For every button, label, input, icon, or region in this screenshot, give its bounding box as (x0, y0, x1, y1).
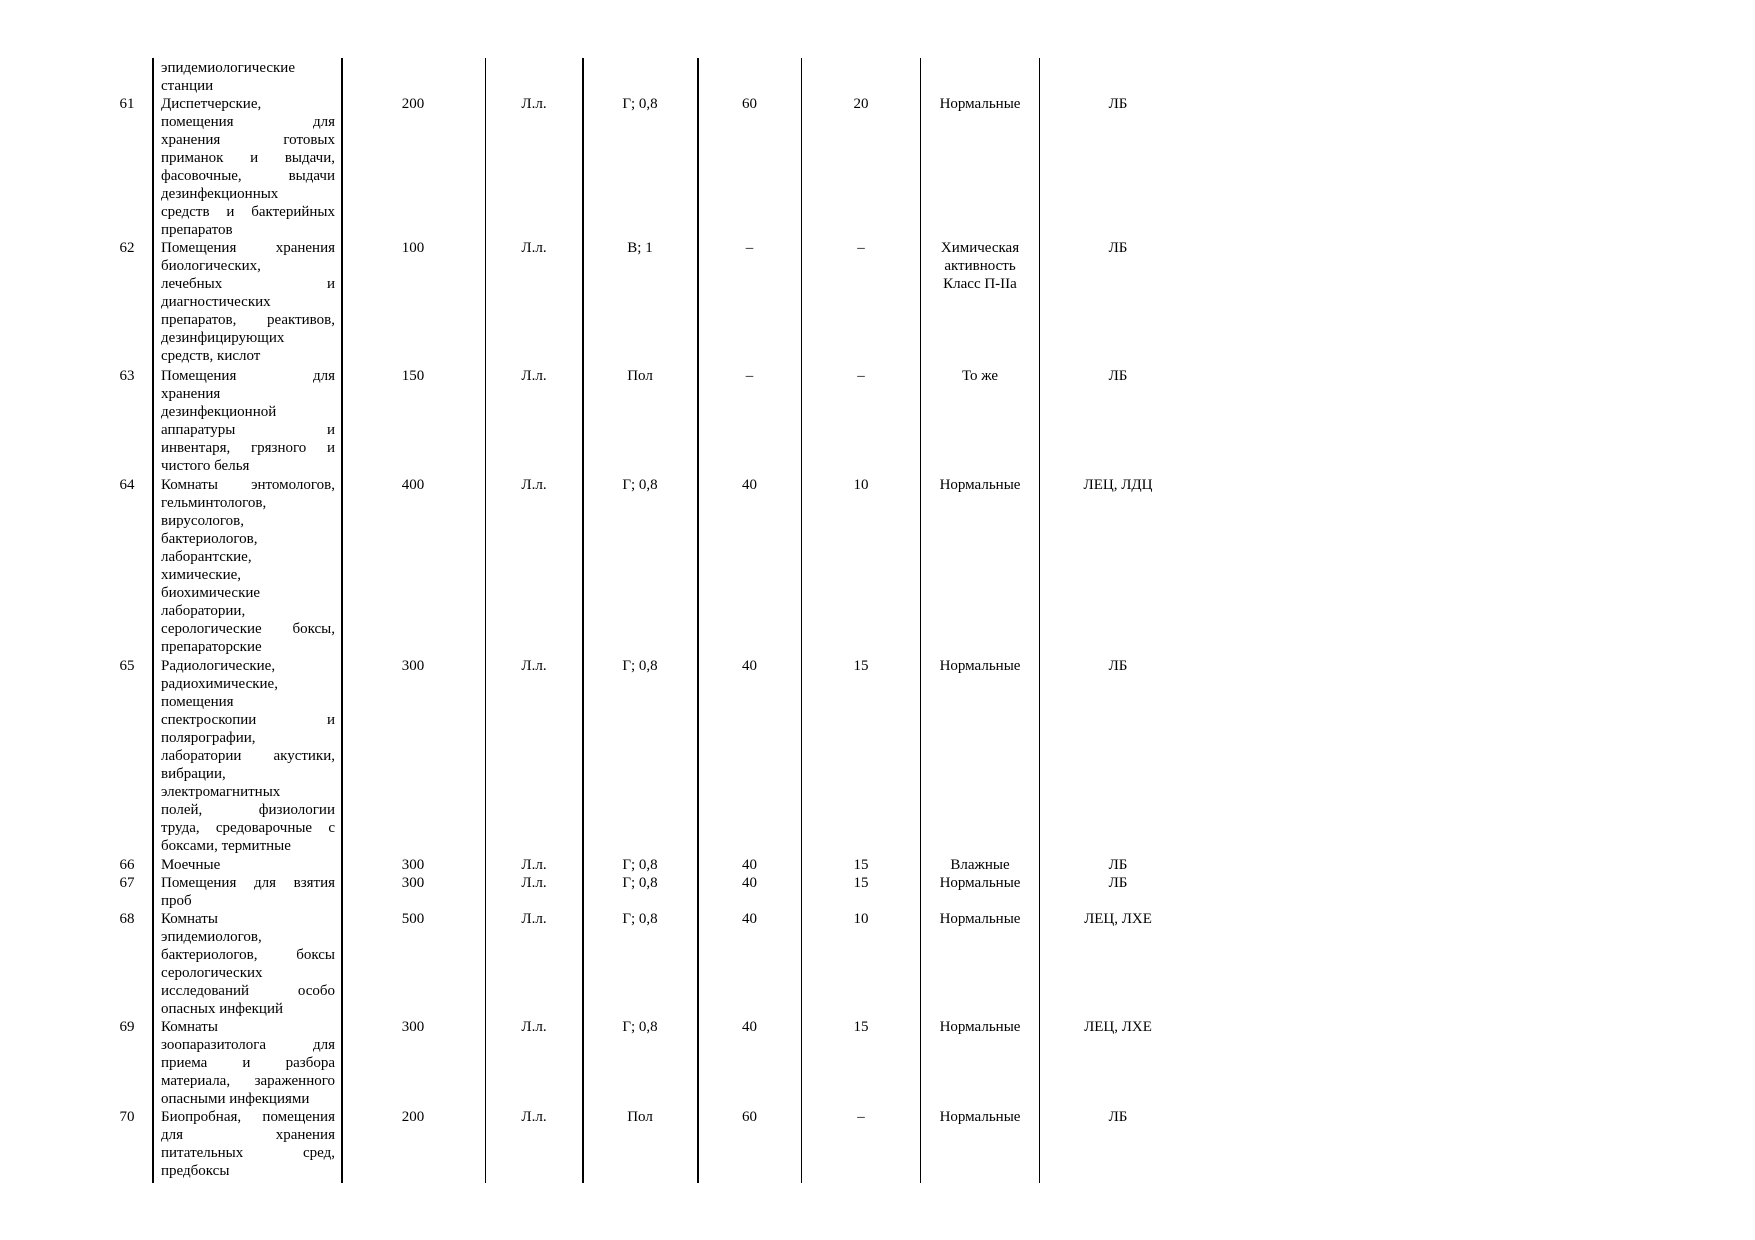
description-line: Моечные (161, 857, 221, 873)
pulsation-coefficient: 10 (853, 911, 869, 927)
environment-conditions (923, 657, 1037, 675)
environment-conditions (923, 95, 1037, 113)
description-line: труда, средоварочные с (161, 820, 335, 836)
conditions-line: Химическая (940, 240, 1020, 256)
description-line: Биопробная, помещения (161, 1109, 335, 1125)
glare-index: 60 (742, 96, 757, 112)
room-description (161, 910, 335, 1018)
carryover-text (161, 59, 335, 95)
description-line: приманок и выдачи, (161, 150, 335, 166)
room-description (161, 476, 335, 656)
lamp-type: Л.л. (521, 96, 547, 112)
description-line: препаратов (161, 222, 233, 238)
row-number: 63 (119, 368, 135, 384)
room-description (161, 874, 335, 910)
work-plane: Г; 0,8 (622, 1019, 658, 1035)
column-divider (801, 58, 802, 1183)
description-line: Комнаты энтомологов, (161, 477, 335, 493)
illuminance-value: 300 (401, 857, 425, 873)
description-line: диагностических (161, 294, 271, 310)
description-line: Диспетчерские, (161, 96, 262, 112)
illuminance-value: 500 (401, 911, 425, 927)
column-divider (582, 58, 584, 1183)
description-line: проб (161, 893, 192, 909)
lamp-type: Л.л. (521, 911, 547, 927)
pulsation-coefficient: – (857, 240, 865, 256)
room-description (161, 657, 335, 855)
lamp-type: Л.л. (521, 1109, 547, 1125)
column-divider (341, 58, 343, 1183)
conditions-line: Нормальные (939, 1019, 1021, 1035)
description-line: Помещения для взятия (161, 875, 335, 891)
room-description (161, 239, 335, 365)
description-line: полей, физиологии (161, 802, 335, 818)
column-divider (152, 58, 154, 1183)
work-plane: В; 1 (627, 240, 653, 256)
column-divider (1039, 58, 1040, 1183)
work-plane: Г; 0,8 (622, 658, 658, 674)
conditions-line: Нормальные (939, 477, 1021, 493)
description-line: аппаратуры и (161, 422, 335, 438)
recommended-lamps: ЛБ (1108, 875, 1128, 891)
description-line: бактериологов, боксы (161, 947, 335, 963)
description-line: эпидемиологов, (161, 929, 262, 945)
description-line: помещения (161, 694, 234, 710)
environment-conditions (923, 874, 1037, 892)
conditions-line: Нормальные (939, 911, 1021, 927)
description-line: средств и бактерийных (161, 204, 335, 220)
room-description (161, 1108, 335, 1180)
pulsation-coefficient: 10 (853, 477, 869, 493)
work-plane: Пол (627, 1109, 653, 1125)
illuminance-value: 400 (401, 477, 425, 493)
pulsation-coefficient: 15 (853, 857, 869, 873)
conditions-line: То же (961, 368, 999, 384)
row-number: 68 (119, 911, 135, 927)
description-line: полярографии, (161, 730, 256, 746)
glare-index: – (745, 368, 754, 384)
recommended-lamps: ЛБ (1108, 240, 1128, 256)
description-line: биологических, (161, 258, 261, 274)
lamp-type: Л.л. (521, 1019, 547, 1035)
carryover-line: эпидемиологические (161, 60, 295, 76)
description-line: препаратов, реактивов, (161, 312, 335, 328)
description-line: боксами, термитные (161, 838, 291, 854)
description-line: материала, зараженного (161, 1073, 335, 1089)
description-line: средств, кислот (161, 348, 261, 364)
lamp-type: Л.л. (521, 368, 547, 384)
recommended-lamps: ЛБ (1108, 658, 1128, 674)
conditions-line: Нормальные (939, 1109, 1021, 1125)
description-line: лаборатории акустики, (161, 748, 335, 764)
description-line: чистого белья (161, 458, 250, 474)
row-number: 62 (119, 240, 135, 256)
pulsation-coefficient: 15 (853, 1019, 869, 1035)
work-plane: Г; 0,8 (622, 911, 658, 927)
work-plane: Г; 0,8 (622, 857, 658, 873)
recommended-lamps: ЛЕЦ, ЛХЕ (1084, 911, 1152, 927)
row-number: 66 (119, 857, 135, 873)
description-line: препараторские (161, 639, 262, 655)
pulsation-coefficient: 15 (853, 875, 869, 891)
work-plane: Г; 0,8 (622, 477, 658, 493)
description-line: дезинфекционной (161, 404, 277, 420)
environment-conditions (923, 367, 1037, 385)
description-line: хранения (161, 386, 221, 402)
description-line: исследований особо (161, 983, 335, 999)
glare-index: 40 (742, 911, 757, 927)
lamp-type: Л.л. (521, 857, 547, 873)
conditions-line: Нормальные (939, 875, 1021, 891)
conditions-line: активность (944, 258, 1016, 274)
room-description (161, 95, 335, 239)
column-divider (920, 58, 921, 1183)
pulsation-coefficient: 20 (853, 96, 869, 112)
conditions-line: Нормальные (939, 96, 1021, 112)
illuminance-value: 200 (401, 1109, 425, 1125)
description-line: спектроскопии и (161, 712, 335, 728)
row-number: 61 (119, 96, 135, 112)
work-plane: Г; 0,8 (622, 875, 658, 891)
description-line: Радиологические, (161, 658, 276, 674)
description-line: питательных сред, (161, 1145, 335, 1161)
carryover-line: станции (161, 78, 214, 94)
illuminance-value: 200 (401, 96, 425, 112)
description-line: химические, (161, 567, 242, 583)
pulsation-coefficient: – (857, 368, 865, 384)
conditions-line: Нормальные (939, 658, 1021, 674)
description-line: лаборатории, (161, 603, 246, 619)
column-divider (485, 58, 486, 1183)
glare-index: 40 (742, 1019, 757, 1035)
illuminance-value: 300 (401, 1019, 425, 1035)
glare-index: 40 (742, 658, 757, 674)
description-line: помещения для (161, 114, 335, 130)
work-plane: Г; 0,8 (622, 96, 658, 112)
description-line: опасных инфекций (161, 1001, 283, 1017)
description-line: лаборантские, (161, 549, 252, 565)
environment-conditions (923, 1108, 1037, 1126)
conditions-line: Класс П-IIа (943, 276, 1017, 292)
recommended-lamps: ЛБ (1108, 96, 1128, 112)
environment-conditions (923, 476, 1037, 494)
description-line: для хранения (161, 1127, 335, 1143)
conditions-line: Влажные (950, 857, 1010, 873)
description-line: инвентаря, грязного и (161, 440, 335, 456)
room-description (161, 1018, 335, 1108)
lamp-type: Л.л. (521, 240, 547, 256)
description-line: зоопаразитолога для (161, 1037, 335, 1053)
row-number: 69 (119, 1019, 135, 1035)
glare-index: – (745, 240, 754, 256)
environment-conditions (923, 856, 1037, 874)
description-line: предбоксы (161, 1163, 230, 1179)
description-line: приема и разбора (161, 1055, 335, 1071)
illuminance-value: 300 (401, 875, 425, 891)
description-line: хранения готовых (161, 132, 335, 148)
work-plane: Пол (627, 368, 653, 384)
lamp-type: Л.л. (521, 875, 547, 891)
row-number: 65 (119, 658, 135, 674)
room-description (161, 856, 335, 874)
glare-index: 60 (742, 1109, 757, 1125)
glare-index: 40 (742, 875, 757, 891)
description-line: Комнаты (161, 911, 218, 927)
room-description (161, 367, 335, 475)
description-line: бактериологов, (161, 531, 258, 547)
description-line: гельминтологов, (161, 495, 267, 511)
description-line: Помещения хранения (161, 240, 335, 256)
description-line: фасовочные, выдачи (161, 168, 335, 184)
glare-index: 40 (742, 477, 757, 493)
row-number: 67 (119, 875, 135, 891)
column-divider (697, 58, 699, 1183)
description-line: дезинфекционных (161, 186, 279, 202)
description-line: вибрации, (161, 766, 226, 782)
description-line: серологические боксы, (161, 621, 335, 637)
description-line: электромагнитных (161, 784, 281, 800)
recommended-lamps: ЛЕЦ, ЛДЦ (1083, 477, 1153, 493)
recommended-lamps: ЛЕЦ, ЛХЕ (1084, 1019, 1152, 1035)
illuminance-value: 100 (401, 240, 425, 256)
description-line: лечебных и (161, 276, 335, 292)
pulsation-coefficient: 15 (853, 658, 869, 674)
description-line: вирусологов, (161, 513, 244, 529)
pulsation-coefficient: – (857, 1109, 865, 1125)
lamp-type: Л.л. (521, 658, 547, 674)
environment-conditions (923, 1018, 1037, 1036)
illuminance-value: 300 (401, 658, 425, 674)
description-line: Помещения для (161, 368, 335, 384)
description-line: радиохимические, (161, 676, 278, 692)
description-line: серологических (161, 965, 263, 981)
description-line: дезинфицирующих (161, 330, 285, 346)
environment-conditions (923, 910, 1037, 928)
environment-conditions (923, 239, 1037, 293)
recommended-lamps: ЛБ (1108, 1109, 1128, 1125)
recommended-lamps: ЛБ (1108, 368, 1128, 384)
description-line: Комнаты (161, 1019, 218, 1035)
row-number: 64 (119, 477, 135, 493)
row-number: 70 (119, 1109, 135, 1125)
glare-index: 40 (742, 857, 757, 873)
description-line: опасными инфекциями (161, 1091, 310, 1107)
illuminance-value: 150 (401, 368, 425, 384)
description-line: биохимические (161, 585, 261, 601)
lamp-type: Л.л. (521, 477, 547, 493)
recommended-lamps: ЛБ (1108, 857, 1128, 873)
